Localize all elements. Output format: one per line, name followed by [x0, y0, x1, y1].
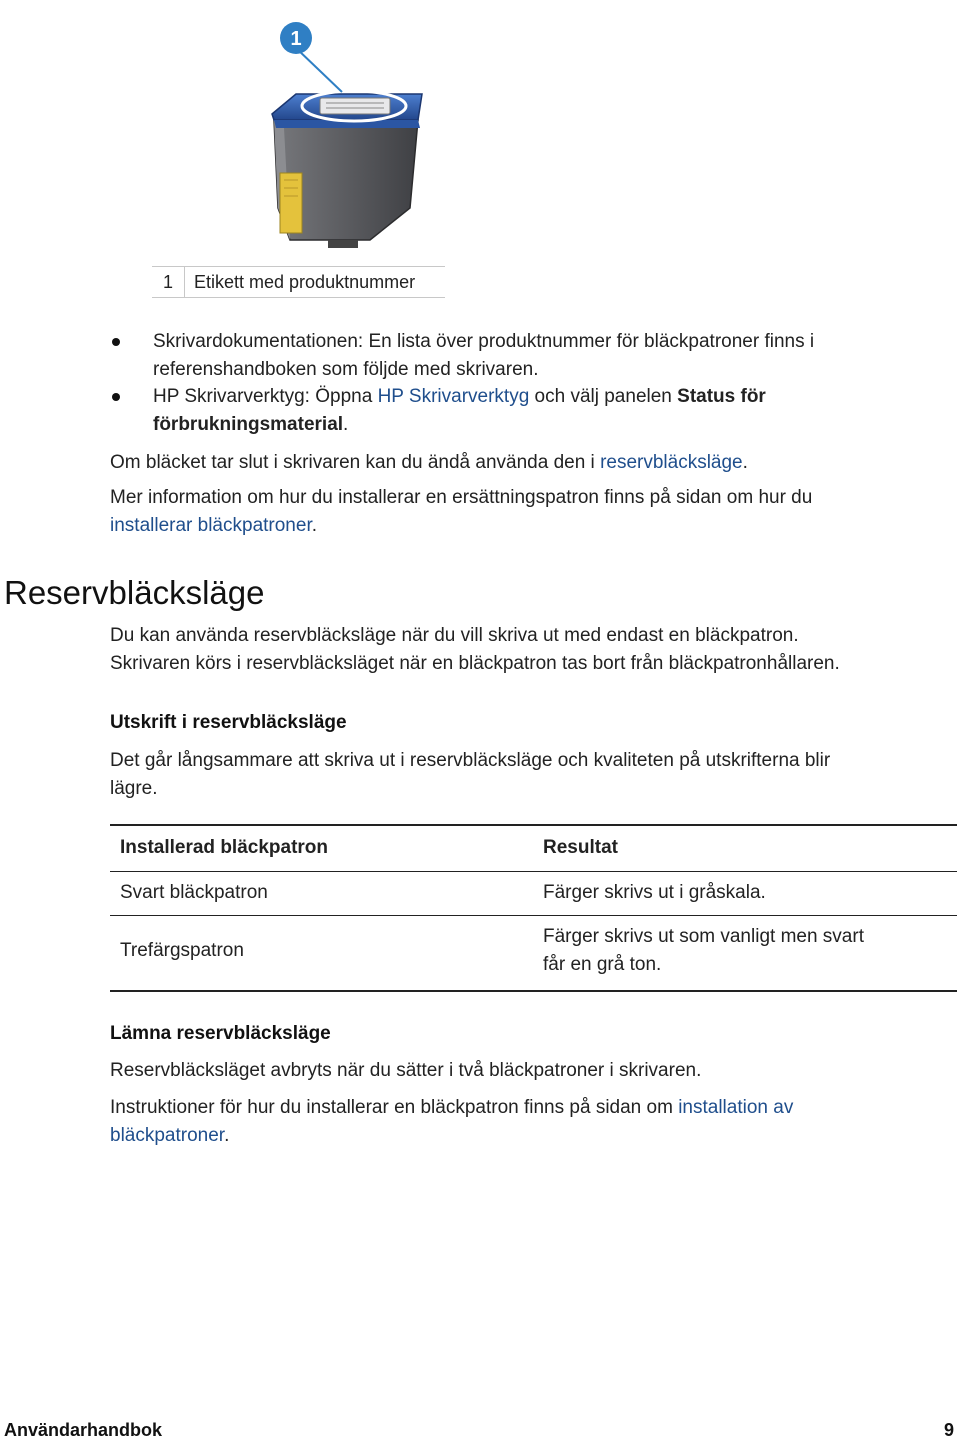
install-cartridges-link[interactable]: installerar bläckpatroner: [110, 515, 312, 536]
subsection-title-printing: Utskrift i reservbläcksläge: [110, 712, 347, 733]
reserve-mode-link[interactable]: reservbläcksläge: [600, 452, 743, 473]
callout-number: 1: [290, 28, 302, 50]
ink-cartridge-illustration: [250, 8, 440, 258]
results-table: [110, 824, 957, 992]
footer-page-number: 9: [943, 1420, 954, 1440]
subsection-title-exit: Lämna reservbläcksläge: [110, 1023, 331, 1044]
figure-caption-table: [152, 266, 445, 298]
bullet-item-toolbox: HP Skrivarverktyg: Öppna HP Skrivarverktyg och välj panelen Status för förbrukningsmaterial.: [153, 386, 766, 435]
section-intro: Du kan använda reservbläcksläge när du vill skriva ut med endast en bläckpatron. Skrivaren körs i reservbläcksläget när en bläckpatron tas bort från bläckpatronhållaren.: [110, 625, 840, 674]
table-header-row: [110, 826, 957, 872]
paragraph-reserve-mode-intro: Om bläcket tar slut i skrivaren kan du ändå använda den i reservbläcksläge.: [110, 452, 748, 473]
caption-number: 1: [152, 267, 185, 297]
section-title: Reservbläcksläge: [4, 574, 265, 611]
cartridge-figure: [250, 8, 440, 258]
toolbox-link[interactable]: HP Skrivarverktyg: [377, 386, 530, 407]
bullet-dot: [112, 338, 120, 346]
footer-manual-title: Användarhandbok: [4, 1420, 163, 1440]
installation-link-cont[interactable]: bläckpatroner: [110, 1125, 225, 1146]
table-row: Svart bläckpatron Färger skrivs ut i gråskala.: [110, 871, 957, 916]
table-header-cartridge: Installerad bläckpatron: [120, 837, 329, 858]
bullet-item-documentation: Skrivardokumentationen: En lista över produktnummer för bläckpatroner finns i referenshandboken som följde med skrivaren.: [153, 331, 815, 380]
table-row: Trefärgspatron Färger skrivs ut som vanligt men svart får en grå ton.: [120, 926, 864, 975]
installation-link[interactable]: installation av: [678, 1097, 794, 1118]
caption-text: Etikett med produktnummer: [194, 272, 416, 292]
subsection-printing-text: Det går långsammare att skriva ut i reservbläcksläge och kvaliteten på utskrifterna blir lägre.: [110, 750, 831, 799]
table-header-result: Resultat: [543, 837, 618, 858]
bullet-dot: [112, 393, 120, 401]
subsection-exit-instructions: Instruktioner för hur du installerar en bläckpatron finns på sidan om installation av bläckpatroner.: [110, 1097, 794, 1146]
subsection-exit-text: Reservbläcksläget avbryts när du sätter i två bläckpatroner i skrivaren.: [110, 1060, 702, 1081]
paragraph-install-info: Mer information om hur du installerar en ersättningspatron finns på sidan om hur du installerar bläckpatroner.: [110, 487, 813, 536]
